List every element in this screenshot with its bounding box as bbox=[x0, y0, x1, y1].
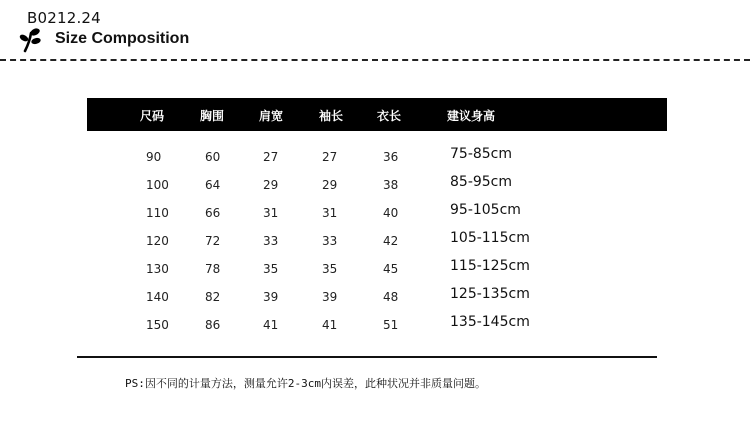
header-shoulder: 肩宽 bbox=[259, 109, 284, 123]
cell-shoulder: 31 bbox=[263, 206, 279, 220]
cell-sleeve: 29 bbox=[322, 178, 338, 192]
cell-length: 42 bbox=[383, 234, 399, 248]
product-code: B0212.24 bbox=[27, 9, 101, 27]
sprout-icon bbox=[19, 27, 45, 53]
cell-shoulder: 39 bbox=[263, 290, 279, 304]
cell-shoulder: 33 bbox=[263, 234, 279, 248]
cell-sleeve: 31 bbox=[322, 206, 338, 220]
cell-length: 51 bbox=[383, 318, 399, 332]
cell-shoulder: 35 bbox=[263, 262, 279, 276]
cell-sleeve: 39 bbox=[322, 290, 338, 304]
cell-length: 40 bbox=[383, 206, 399, 220]
table-row bbox=[0, 202, 750, 222]
cell-length: 48 bbox=[383, 290, 399, 304]
cell-length: 38 bbox=[383, 178, 399, 192]
cell-length: 45 bbox=[383, 262, 399, 276]
measurement-note: PS:因不同的计量方法，测量允许2-3cm内误差，此种状况并非质量问题。 bbox=[125, 377, 486, 390]
cell-size: 150 bbox=[146, 318, 169, 332]
cell-chest: 82 bbox=[205, 290, 221, 304]
cell-height: 115-125cm bbox=[450, 258, 530, 274]
cell-length: 36 bbox=[383, 150, 399, 164]
cell-size: 140 bbox=[146, 290, 169, 304]
cell-height: 75-85cm bbox=[450, 146, 513, 162]
cell-height: 135-145cm bbox=[450, 314, 530, 330]
cell-sleeve: 35 bbox=[322, 262, 338, 276]
cell-size: 90 bbox=[146, 150, 162, 164]
cell-size: 100 bbox=[146, 178, 169, 192]
table-row bbox=[0, 314, 750, 334]
cell-chest: 72 bbox=[205, 234, 221, 248]
cell-height: 105-115cm bbox=[450, 230, 530, 246]
cell-height: 85-95cm bbox=[450, 174, 513, 190]
section-title: Size Composition bbox=[55, 30, 190, 47]
table-row bbox=[0, 174, 750, 194]
cell-sleeve: 33 bbox=[322, 234, 338, 248]
cell-shoulder: 27 bbox=[263, 150, 279, 164]
cell-shoulder: 29 bbox=[263, 178, 279, 192]
table-row bbox=[0, 258, 750, 278]
cell-size: 110 bbox=[146, 206, 169, 220]
cell-shoulder: 41 bbox=[263, 318, 279, 332]
header-height: 建议身高 bbox=[447, 109, 496, 123]
table-row bbox=[0, 230, 750, 250]
cell-chest: 60 bbox=[205, 150, 221, 164]
cell-chest: 78 bbox=[205, 262, 221, 276]
table-row bbox=[0, 286, 750, 306]
cell-size: 130 bbox=[146, 262, 169, 276]
table-header bbox=[87, 98, 667, 131]
header-chest: 胸围 bbox=[200, 109, 225, 123]
cell-chest: 66 bbox=[205, 206, 221, 220]
cell-sleeve: 41 bbox=[322, 318, 338, 332]
header-length: 衣长 bbox=[377, 109, 402, 123]
cell-height: 125-135cm bbox=[450, 286, 530, 302]
dashed-divider bbox=[0, 59, 750, 61]
cell-height: 95-105cm bbox=[450, 202, 521, 218]
cell-sleeve: 27 bbox=[322, 150, 338, 164]
table-row bbox=[0, 146, 750, 166]
header-size: 尺码 bbox=[140, 109, 165, 123]
header-sleeve: 袖长 bbox=[319, 109, 344, 123]
cell-chest: 64 bbox=[205, 178, 221, 192]
cell-size: 120 bbox=[146, 234, 169, 248]
table-bottom-rule bbox=[77, 356, 657, 358]
cell-chest: 86 bbox=[205, 318, 221, 332]
